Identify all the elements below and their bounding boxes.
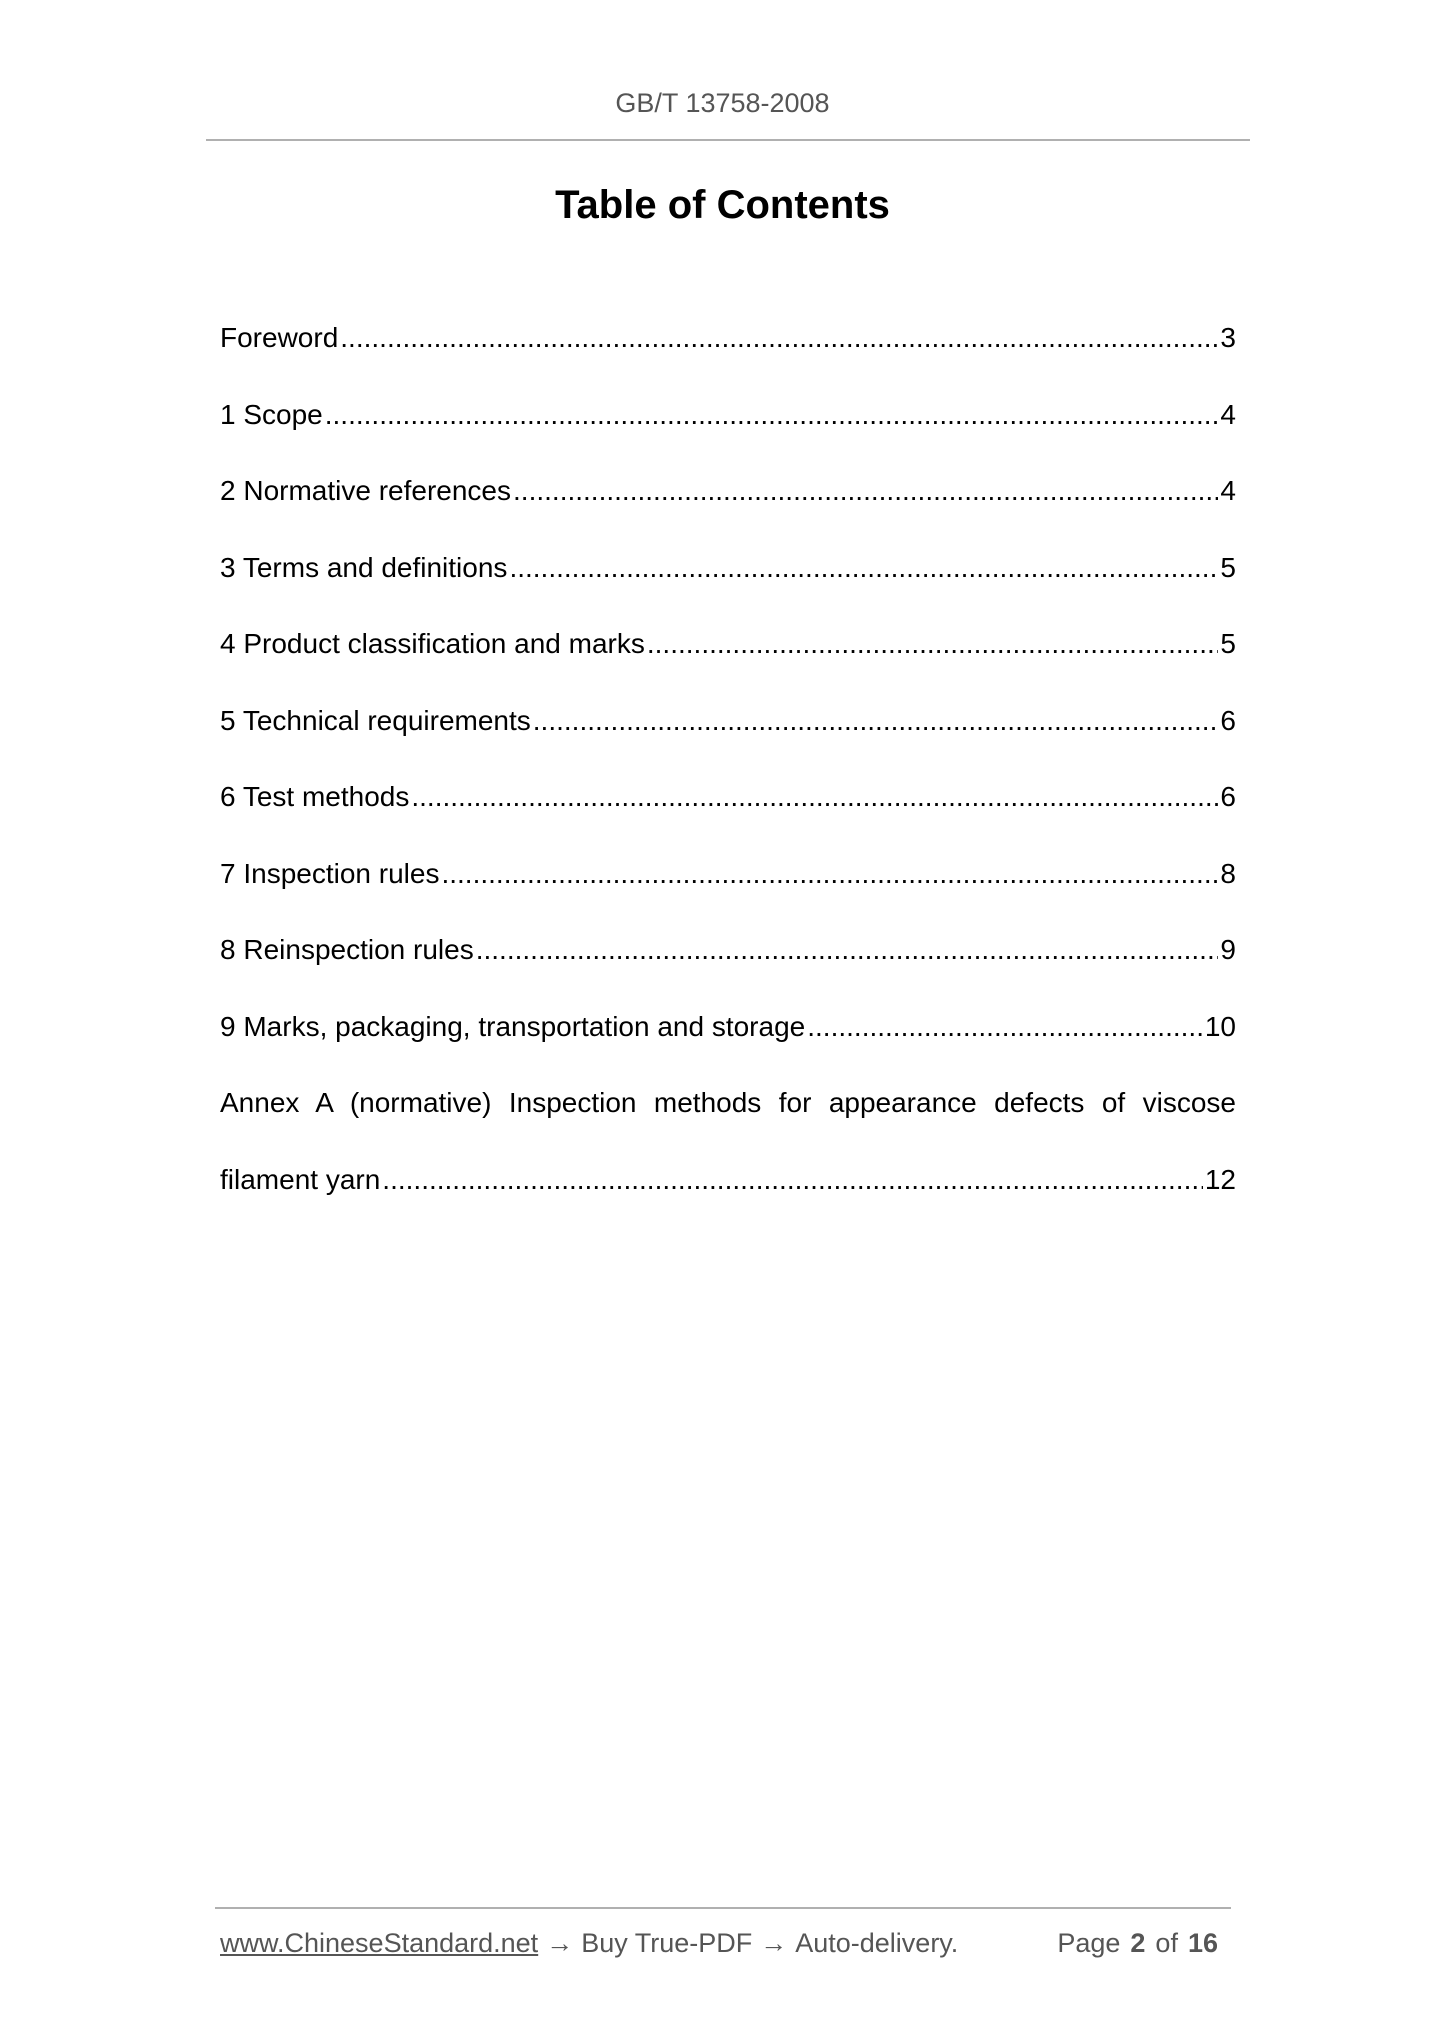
toc-entry-label: Annex A (normative) Inspection methods for appearance defects of viscose [220,1087,1236,1119]
toc-entry-page: 10 [1204,1010,1236,1042]
header-divider [206,139,1250,141]
toc-entry-label: 4 Product classification and marks [220,628,645,660]
toc-entry-page: 8 [1220,857,1236,889]
of-label: of [1155,1927,1178,1958]
toc-entry-page: 3 [1220,322,1236,354]
dot-leader [411,777,1218,817]
table-of-contents [220,300,1236,1218]
page-label: Page [1057,1927,1121,1958]
toc-entry-page: 4 [1220,475,1236,507]
toc-entry-normative-references[interactable] [220,453,1236,530]
dot-leader [533,701,1219,741]
toc-entry-label: 9 Marks, packaging, transportation and storage [220,1010,806,1042]
current-page-number: 2 [1130,1927,1146,1958]
toc-entry-label: 2 Normative references [220,475,512,507]
dot-leader [441,854,1218,894]
dot-leader [340,318,1218,358]
toc-entry-label: 1 Scope [220,398,323,430]
website-link[interactable]: www.ChineseStandard.net [220,1927,539,1958]
toc-entry-test-methods[interactable] [220,759,1236,836]
toc-entry-label: 8 Reinspection rules [220,934,474,966]
dot-leader [647,624,1219,664]
dot-leader [513,471,1218,511]
toc-entry-label: Foreword [220,322,339,354]
toc-entry-label: filament yarn [220,1163,381,1195]
arrow-right-icon: → [546,1927,574,1958]
buy-true-pdf-text: Buy True-PDF [581,1927,753,1958]
toc-entry-foreword[interactable] [220,300,1236,377]
toc-entry-page: 4 [1220,398,1236,430]
toc-entry-page: 5 [1220,628,1236,660]
dot-leader [325,395,1219,435]
page-footer [220,1923,1228,1963]
dot-leader [382,1160,1203,1200]
toc-entry-label: 7 Inspection rules [220,857,440,889]
toc-entry-page: 5 [1220,551,1236,583]
toc-entry-marks-packaging[interactable] [220,989,1236,1066]
toc-entry-annex-a-continued[interactable] [220,1142,1236,1219]
toc-entry-scope[interactable] [220,377,1236,454]
total-page-count: 16 [1187,1927,1218,1958]
toc-entry-annex-a[interactable] [220,1065,1236,1142]
toc-entry-label: 5 Technical requirements [220,704,531,736]
toc-entry-page: 6 [1220,781,1236,813]
toc-entry-label: 3 Terms and definitions [220,551,508,583]
toc-entry-page: 12 [1204,1163,1236,1195]
footer-divider [215,1907,1231,1909]
toc-entry-inspection-rules[interactable] [220,836,1236,913]
running-header: GB/T 13758-2008 [615,88,830,118]
toc-title: Table of Contents [555,183,890,227]
auto-delivery-text: Auto-delivery. [795,1927,959,1958]
toc-entry-page: 9 [1220,934,1236,966]
arrow-right-icon: → [760,1927,788,1958]
toc-entry-terms-definitions[interactable] [220,530,1236,607]
dot-leader [807,1007,1203,1047]
toc-entry-label: 6 Test methods [220,781,410,813]
toc-entry-technical-requirements[interactable] [220,683,1236,760]
dot-leader [476,930,1219,970]
toc-entry-page: 6 [1220,704,1236,736]
dot-leader [509,548,1218,588]
toc-entry-reinspection-rules[interactable] [220,912,1236,989]
toc-entry-classification-marks[interactable] [220,606,1236,683]
